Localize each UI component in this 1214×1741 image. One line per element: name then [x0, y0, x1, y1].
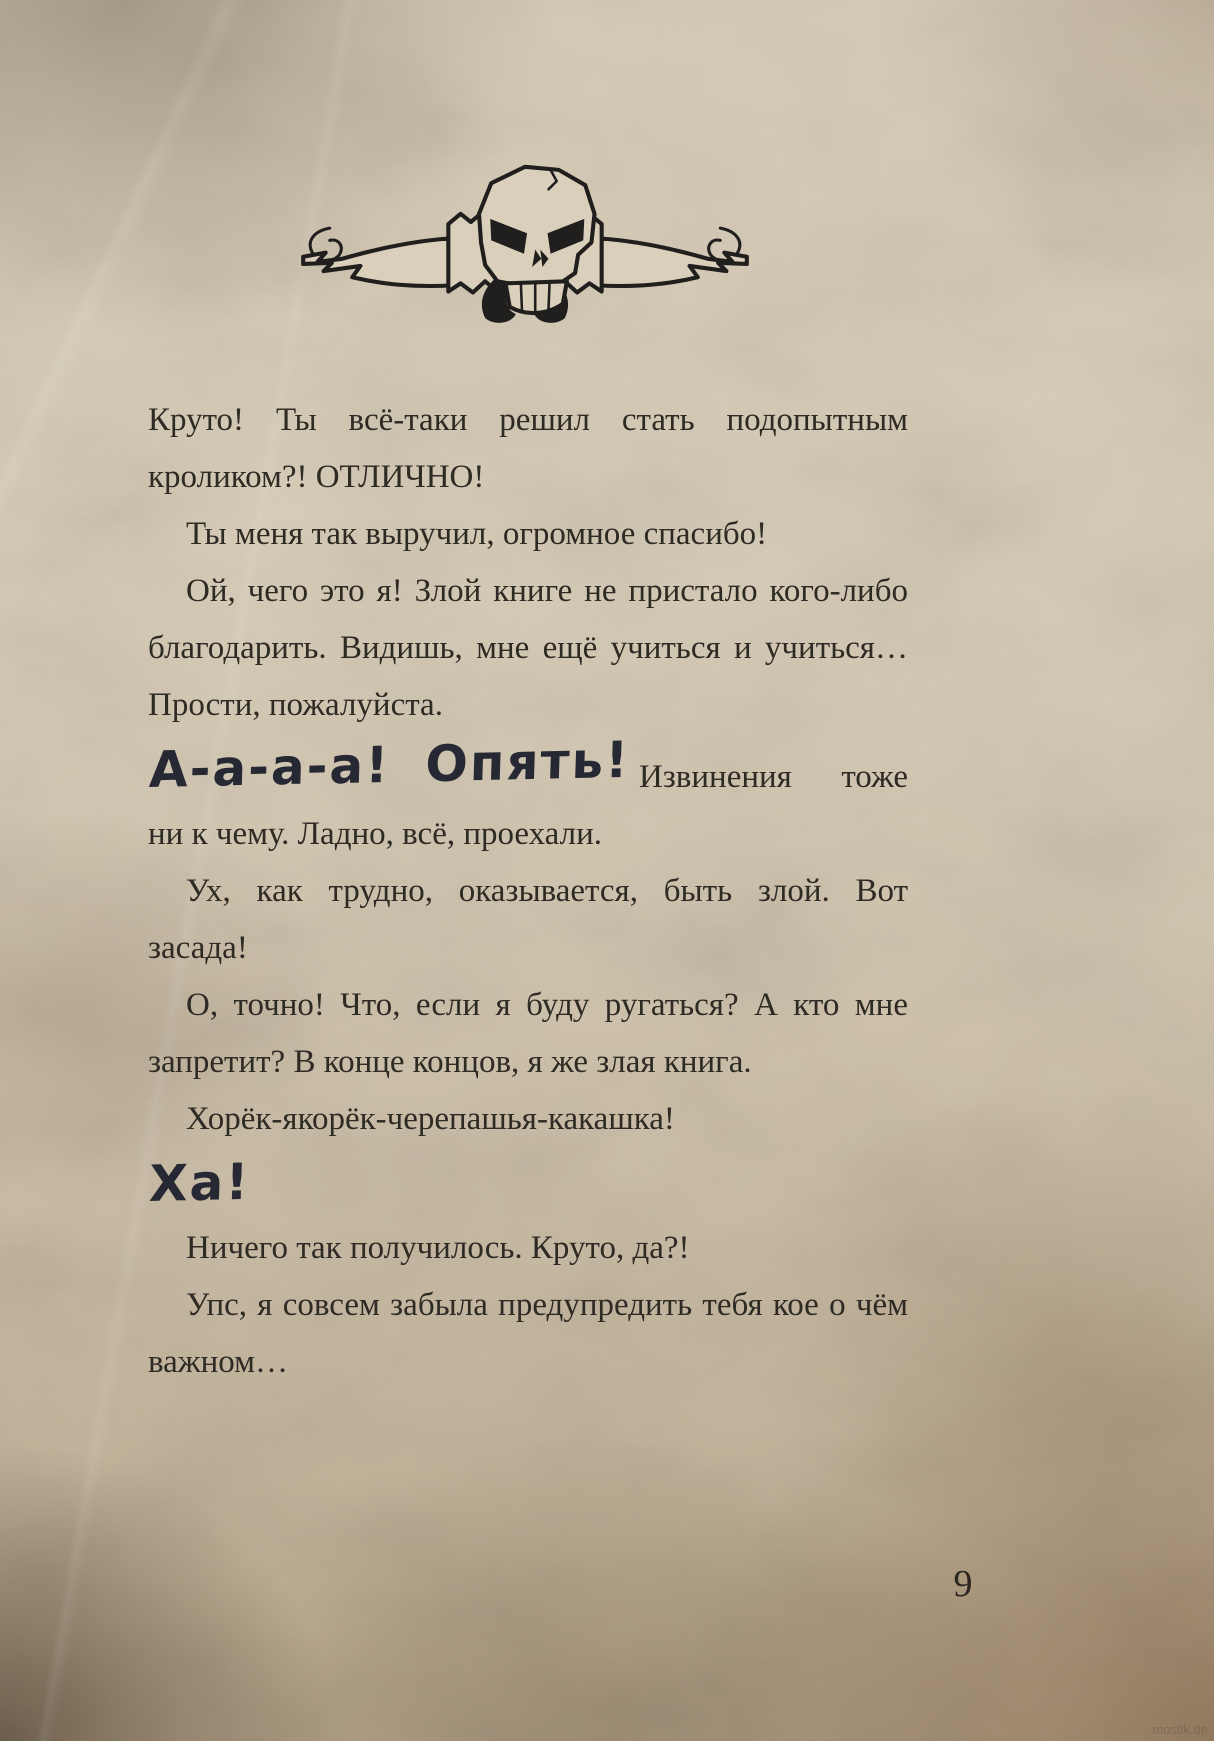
banner-left-tail [303, 238, 452, 286]
paragraph: Ух, как трудно, оказывается, быть злой. Вот засада! [148, 873, 908, 966]
paragraph: Круто! Ты всё-таки решил стать подопытным кроликом?! ОТЛИЧНО! [148, 402, 908, 495]
paragraph: Хорёк-якорёк-черепашья-какашка! [186, 1101, 675, 1137]
paragraph: Ничего так получилось. Круто, да?! [186, 1230, 690, 1266]
banner-right-tail [598, 238, 747, 286]
paragraph: Упс, я совсем забыла предупредить тебя кое о чём важном… [148, 1287, 908, 1380]
paragraph: О, точно! Что, если я буду ругаться? А кто мне запретит? В конце концов, я же злая книга. [148, 987, 908, 1080]
skull-banner-illustration [295, 160, 755, 330]
paragraph-with-comic-exclamation: А-а-а-а! Опять! Извинения тоже ни к чему. Ладно, всё, проехали. [148, 734, 908, 863]
page-number: 9 [953, 1563, 973, 1605]
text-block [148, 392, 908, 1391]
paragraph: Ты меня так выручил, огромное спасибо! [186, 516, 768, 552]
comic-exclamation: А-а-а-а! Опять! [148, 730, 631, 799]
paragraph: Ой, чего это я! Злой книге не пристало кого-либо благодарить. Видишь, мне ещё учиться и учиться… Прости, пожалуйста. [148, 573, 908, 723]
paragraph-with-comic-exclamation [148, 1148, 908, 1220]
comic-exclamation: Ха! [148, 1152, 252, 1213]
watermark: mostik.de [1152, 1722, 1208, 1737]
